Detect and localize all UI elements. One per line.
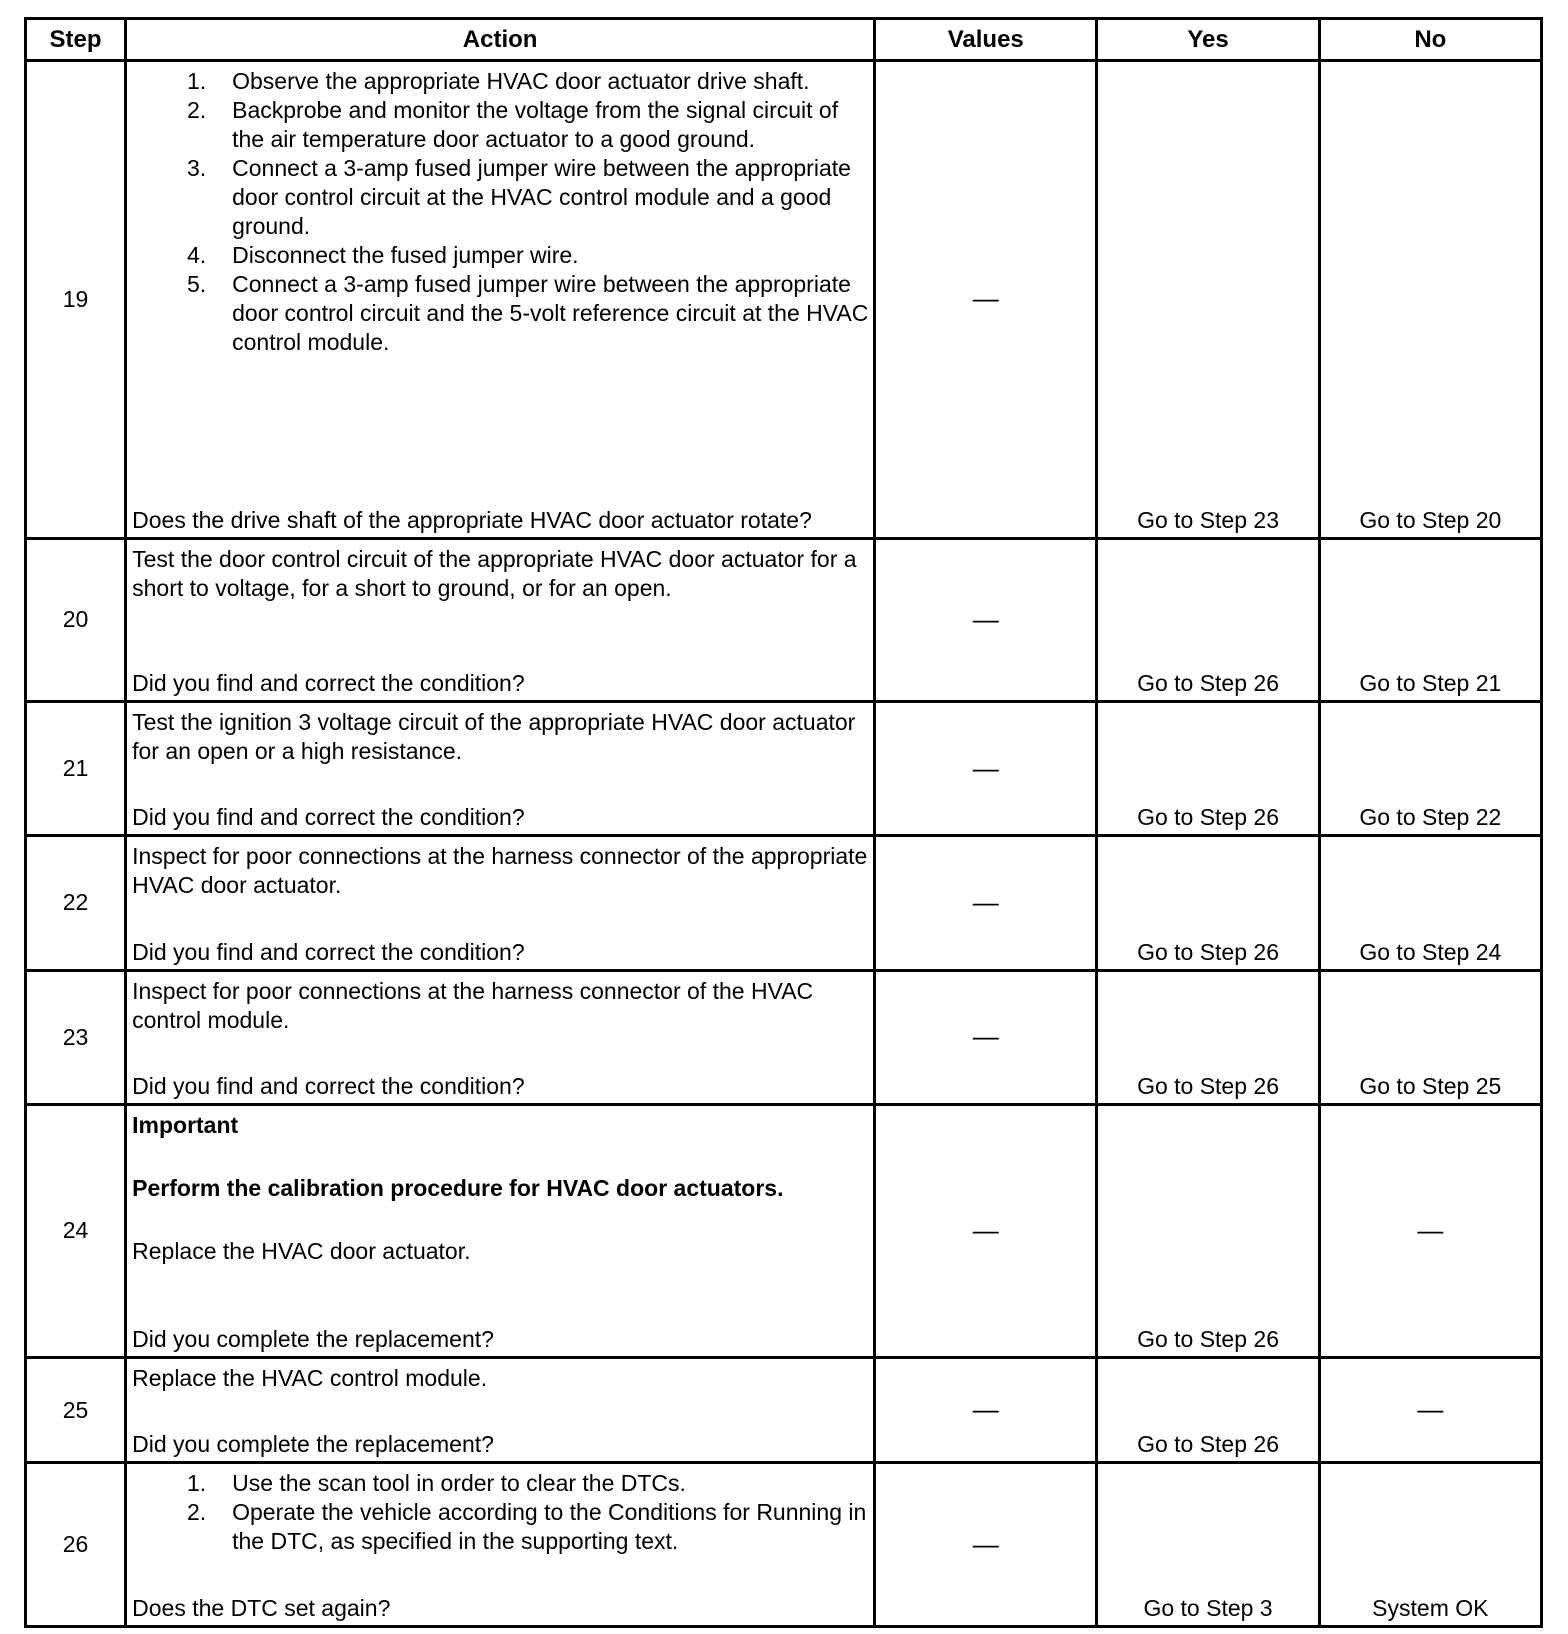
instruction-list <box>132 67 869 357</box>
instruction-text: Replace the HVAC control module. <box>132 1364 488 1391</box>
important-label: Important <box>132 1111 239 1138</box>
step-number: 20 <box>26 538 126 702</box>
yes-cell: Go to Step 26 <box>1097 836 1319 970</box>
no-cell: Go to Step 21 <box>1319 538 1541 702</box>
yes-cell: Go to Step 26 <box>1097 702 1319 836</box>
action-cell <box>126 970 875 1104</box>
table-row <box>26 538 1542 702</box>
action-cell <box>126 836 875 970</box>
no-cell: — <box>1319 1357 1541 1463</box>
list-item: 5. Connect a 3-amp fused jumper wire between the appropriate door control circuit and the 5-volt reference circuit at the HVAC control module. <box>186 271 869 355</box>
no-cell: Go to Step 20 <box>1319 61 1541 539</box>
list-item: 1. Use the scan tool in order to clear the DTCs. <box>186 1470 686 1497</box>
important-note: Perform the calibration procedure for HVAC door actuators. <box>132 1174 784 1201</box>
instruction-text: Replace the HVAC door actuator. <box>132 1237 471 1264</box>
instruction-list <box>132 1469 869 1556</box>
no-cell: Go to Step 24 <box>1319 836 1541 970</box>
table-row <box>26 836 1542 970</box>
yes-cell: Go to Step 26 <box>1097 1104 1319 1357</box>
step-number: 24 <box>26 1104 126 1357</box>
values-cell: — <box>875 61 1097 539</box>
no-cell: Go to Step 25 <box>1319 970 1541 1104</box>
list-item: 2. Backprobe and monitor the voltage from the signal circuit of the air temperature door actuator to a good ground. <box>186 97 839 152</box>
list-item: 3. Connect a 3-amp fused jumper wire between the appropriate door control circuit at the HVAC control module and a good ground. <box>186 155 851 239</box>
table-row <box>26 61 1542 539</box>
step-number: 21 <box>26 702 126 836</box>
action-cell <box>126 538 875 702</box>
list-item: 2. Operate the vehicle according to the Conditions for Running in the DTC, as specified in the supporting text. <box>186 1499 867 1555</box>
yes-cell: Go to Step 26 <box>1097 970 1319 1104</box>
list-item: 1. Observe the appropriate HVAC door actuator drive shaft. <box>186 68 810 94</box>
question-text: Did you find and correct the condition? <box>132 1072 525 1099</box>
question-text: Did you complete the replacement? <box>132 1431 494 1458</box>
values-cell: — <box>875 1463 1097 1627</box>
step-number: 26 <box>26 1463 126 1627</box>
header-no: No <box>1319 19 1541 61</box>
step-number: 22 <box>26 836 126 970</box>
table-row <box>26 1104 1542 1357</box>
question-text: Does the drive shaft of the appropriate HVAC door actuator rotate? <box>132 506 812 533</box>
action-cell <box>126 61 875 539</box>
question-text: Did you find and correct the condition? <box>132 804 525 831</box>
table-row <box>26 1357 1542 1463</box>
instruction-text: Inspect for poor connections at the harness connector of the appropriate HVAC door actuator. <box>132 843 868 899</box>
table-row <box>26 1463 1542 1627</box>
question-text: Did you complete the replacement? <box>132 1325 494 1352</box>
action-cell <box>126 1463 875 1627</box>
action-cell <box>126 1357 875 1463</box>
table-row <box>26 970 1542 1104</box>
action-cell <box>126 1104 875 1357</box>
diagnostic-table <box>24 17 1543 1628</box>
action-cell <box>126 702 875 836</box>
yes-cell: Go to Step 26 <box>1097 1357 1319 1463</box>
values-cell: — <box>875 702 1097 836</box>
instruction-text: Test the door control circuit of the appropriate HVAC door actuator for a short to voltage, for a short to ground, or for an open. <box>132 545 857 601</box>
yes-cell: Go to Step 26 <box>1097 538 1319 702</box>
header-yes: Yes <box>1097 19 1319 61</box>
question-text: Does the DTC set again? <box>132 1595 391 1621</box>
values-cell: — <box>875 1104 1097 1357</box>
header-values: Values <box>875 19 1097 61</box>
table-row <box>26 702 1542 836</box>
no-cell: System OK <box>1319 1463 1541 1627</box>
question-text: Did you find and correct the condition? <box>132 670 525 697</box>
no-cell: Go to Step 22 <box>1319 702 1541 836</box>
values-cell: — <box>875 538 1097 702</box>
instruction-text: Test the ignition 3 voltage circuit of the appropriate HVAC door actuator for an open or a high resistance. <box>132 709 856 765</box>
yes-cell: Go to Step 3 <box>1097 1463 1319 1627</box>
yes-cell: Go to Step 23 <box>1097 61 1319 539</box>
values-cell: — <box>875 970 1097 1104</box>
question-text: Did you find and correct the condition? <box>132 938 525 965</box>
header-row <box>26 19 1542 61</box>
header-action: Action <box>126 19 875 61</box>
instruction-text: Inspect for poor connections at the harness connector of the HVAC control module. <box>132 977 814 1033</box>
step-number: 19 <box>26 61 126 539</box>
no-cell: — <box>1319 1104 1541 1357</box>
list-item: 4. Disconnect the fused jumper wire. <box>186 242 579 268</box>
header-step: Step <box>26 19 126 61</box>
step-number: 23 <box>26 970 126 1104</box>
values-cell: — <box>875 836 1097 970</box>
step-number: 25 <box>26 1357 126 1463</box>
values-cell: — <box>875 1357 1097 1463</box>
